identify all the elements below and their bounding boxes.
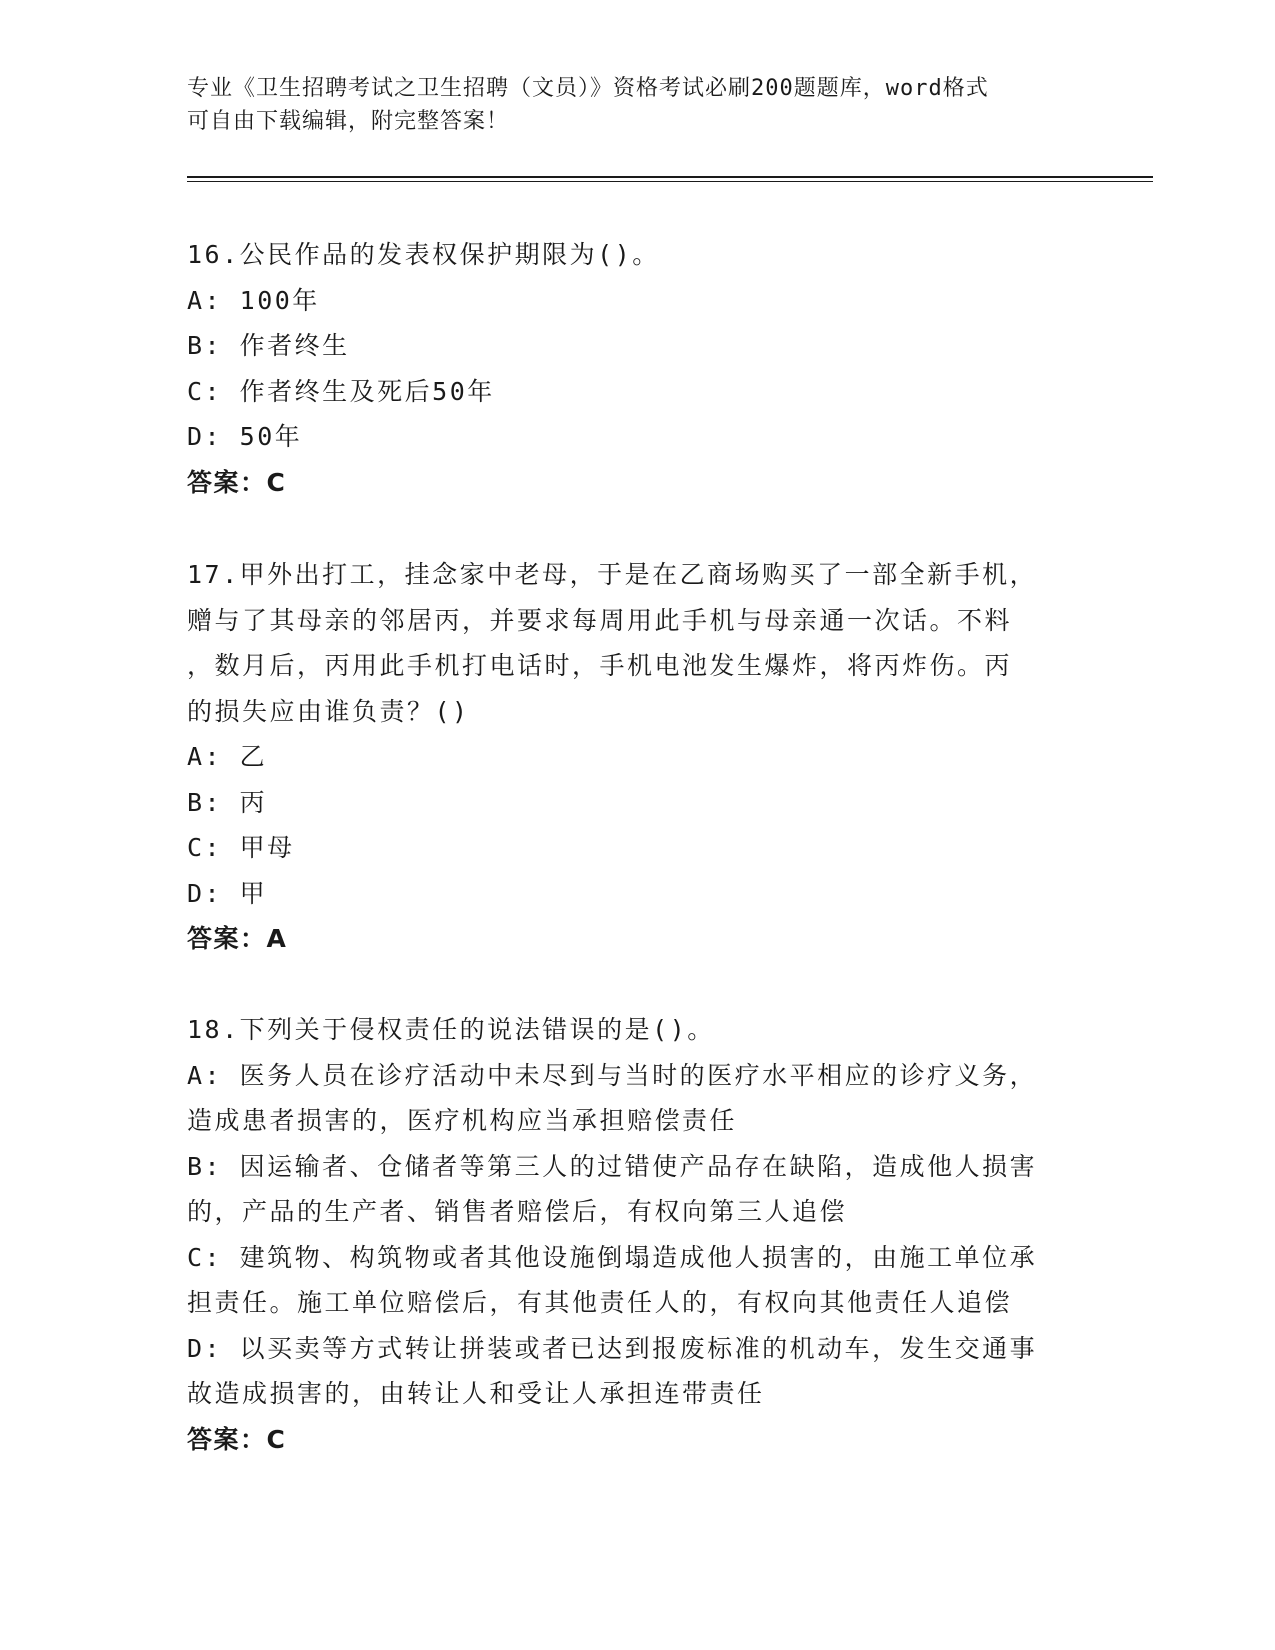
option-c-line-1: C: 建筑物、构筑物或者其他设施倒塌造成他人损害的，由施工单位承	[187, 1242, 1038, 1272]
question-stem: 18.下列关于侵权责任的说法错误的是()。	[187, 1015, 715, 1044]
option-a-line-1: A: 医务人员在诊疗活动中未尽到与当时的医疗水平相应的诊疗义务，	[187, 1060, 1038, 1090]
option-b: B: 丙	[187, 787, 268, 817]
answer-label: 答案：A	[187, 924, 288, 953]
option-c: C: 作者终生及死后50年	[187, 376, 495, 406]
option-b: B: 作者终生	[187, 331, 350, 360]
answer-label: 答案：C	[187, 467, 287, 497]
header-line-1: 专业《卫生招聘考试之卫生招聘（文员）》资格考试必刷200题题库，word格式	[187, 76, 989, 101]
option-d-line-2: 故造成损害的，由转让人和受让人承担连带责任	[187, 1379, 765, 1408]
header-line-2: 可自由下载编辑，附完整答案！	[187, 109, 510, 134]
option-b-line-1: B: 因运输者、仓储者等第三人的过错使产品存在缺陷，造成他人损害	[187, 1151, 1038, 1181]
question-stem-line-3: ，数月后，丙用此手机打电话时，手机电池发生爆炸，将丙炸伤。丙	[187, 651, 1013, 680]
question-17	[187, 552, 1077, 962]
option-a: A: 乙	[187, 742, 268, 771]
question-18	[187, 1007, 1077, 1462]
question-stem-line-2: 赠与了其母亲的邻居丙，并要求每周用此手机与母亲通一次话。不料	[187, 605, 1013, 635]
option-c: C: 甲母	[187, 833, 295, 862]
question-stem-line-1: 17.甲外出打工，挂念家中老母，于是在乙商场购买了一部全新手机，	[187, 560, 1038, 589]
option-d-line-1: D: 以买卖等方式转让拼装或者已达到报废标准的机动车，发生交通事	[187, 1333, 1038, 1363]
question-stem-line-4: 的损失应由谁负责？()	[187, 696, 470, 726]
question-stem: 16.公民作品的发表权保护期限为()。	[187, 240, 660, 269]
question-16	[187, 232, 1077, 505]
option-a: A: 100年	[187, 285, 320, 315]
option-c-line-2: 担责任。施工单位赔偿后，有其他责任人的，有权向其他责任人追偿	[187, 1288, 1013, 1317]
option-d: D: 甲	[187, 878, 268, 908]
option-d: D: 50年	[187, 422, 303, 451]
option-a-line-2: 造成患者损害的，医疗机构应当承担赔偿责任	[187, 1106, 738, 1135]
document-header	[187, 72, 1067, 138]
answer-label: 答案：C	[187, 1424, 287, 1454]
option-b-line-2: 的，产品的生产者、销售者赔偿后，有权向第三人追偿	[187, 1197, 848, 1226]
header-divider-thin	[187, 181, 1153, 182]
header-divider-thick	[187, 176, 1153, 178]
